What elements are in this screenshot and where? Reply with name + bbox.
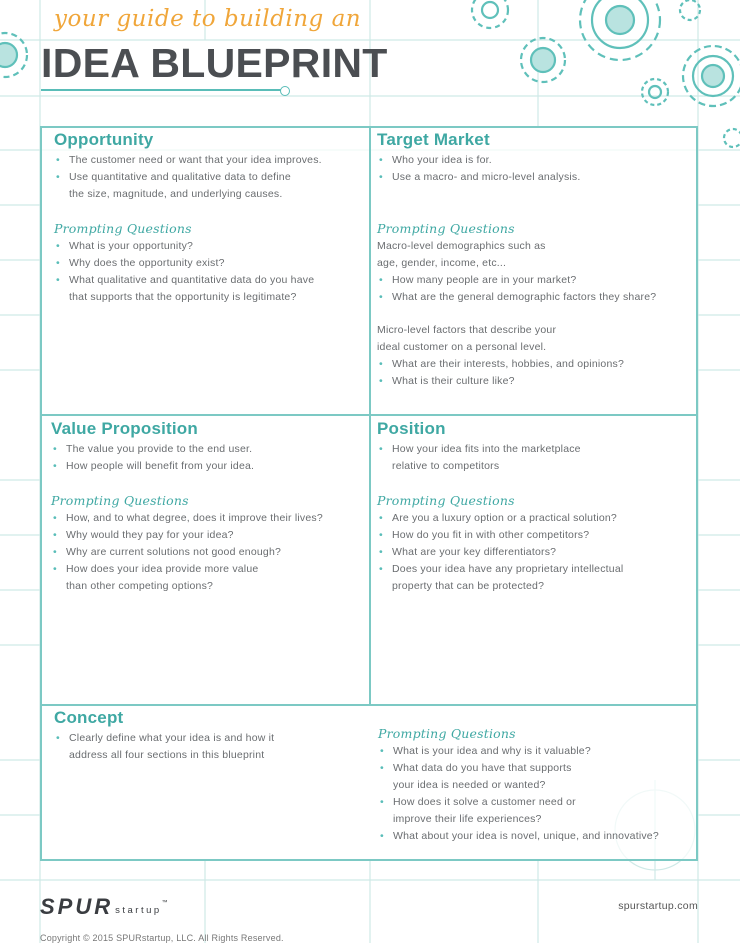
section-position	[377, 418, 695, 595]
list-item: • Use quantitative and qualitative data to define	[54, 169, 364, 186]
section-heading: Value Proposition	[51, 419, 198, 438]
page-title: IDEA BLUEPRINT	[41, 40, 388, 86]
website-link[interactable]: spurstartup.com	[618, 900, 698, 912]
list-item-continued: than other competing options?	[66, 580, 214, 592]
section-concept	[54, 707, 364, 764]
macro-intro-line: age, gender, income, etc...	[377, 257, 507, 269]
list-item: • What are the general demographic factors they share?	[377, 289, 695, 306]
list-item: • Why are current solutions not good enough?	[51, 544, 365, 561]
list-item: • How does your idea provide more value	[51, 561, 365, 578]
list-item: • What qualitative and quantitative data do you have	[54, 272, 364, 289]
list-item-continued: address all four sections in this blueprint	[69, 749, 265, 761]
tagline: your guide to building an	[54, 6, 362, 32]
list-item: • The customer need or want that your idea improves.	[54, 152, 364, 169]
list-item: • What is their culture like?	[377, 373, 695, 390]
list-item: • Use a macro- and micro-level analysis.	[377, 169, 695, 186]
title-underline-end	[280, 86, 290, 96]
list-item-continued: property that can be protected?	[392, 580, 545, 592]
list-item: • How do you fit in with other competitors?	[377, 527, 695, 544]
section-heading: Position	[377, 419, 446, 438]
prompting-questions-label: Prompting Questions	[377, 493, 515, 508]
prompting-questions-label: Prompting Questions	[54, 221, 192, 236]
list-item: • What data do you have that supports	[378, 760, 696, 777]
spur-startup-logo	[40, 896, 168, 918]
grid-divider-horizontal-1	[40, 414, 698, 416]
list-item: • Who your idea is for.	[377, 152, 695, 169]
list-item: • What is your idea and why is it valuable?	[378, 743, 696, 760]
list-item-continued: improve their life experiences?	[393, 813, 542, 825]
list-item: • How your idea fits into the marketplace	[377, 441, 695, 458]
section-heading: Opportunity	[54, 130, 154, 149]
section-concept-questions	[378, 707, 696, 845]
list-item: • How people will benefit from your idea.	[51, 458, 365, 475]
prompting-questions-label: Prompting Questions	[377, 221, 515, 236]
list-item: • Does your idea have any proprietary intellectual	[377, 561, 695, 578]
list-item: • What about your idea is novel, unique, and innovative?	[378, 828, 696, 845]
list-item-continued: that supports that the opportunity is legitimate?	[69, 291, 297, 303]
logo-sub: startup	[115, 905, 162, 916]
logo-trademark: ™	[161, 900, 168, 906]
list-item-continued: your idea is needed or wanted?	[393, 779, 546, 791]
section-heading: Target Market	[377, 130, 490, 149]
list-item: • What are their interests, hobbies, and opinions?	[377, 356, 695, 373]
list-item: • Are you a luxury option or a practical solution?	[377, 510, 695, 527]
macro-intro-line: Macro-level demographics such as	[377, 240, 546, 252]
grid-divider-horizontal-2	[40, 704, 698, 706]
list-item: • What is your opportunity?	[54, 238, 364, 255]
section-heading: Concept	[54, 708, 124, 727]
logo-main: SPUR	[40, 894, 114, 919]
section-value-proposition	[51, 418, 365, 595]
list-item: • Clearly define what your idea is and how it	[54, 730, 364, 747]
section-opportunity	[54, 129, 364, 306]
list-item: • What are your key differentiators?	[377, 544, 695, 561]
prompting-questions-label: Prompting Questions	[51, 493, 189, 508]
list-item: • How, and to what degree, does it improve their lives?	[51, 510, 365, 527]
list-item-continued: the size, magnitude, and underlying causes.	[69, 188, 283, 200]
title-underline	[41, 89, 286, 91]
micro-intro-line: ideal customer on a personal level.	[377, 341, 547, 353]
list-item: • How many people are in your market?	[377, 272, 695, 289]
prompting-questions-label: Prompting Questions	[378, 726, 516, 741]
micro-intro-line: Micro-level factors that describe your	[377, 324, 557, 336]
list-item: • How does it solve a customer need or	[378, 794, 696, 811]
copyright-notice: Copyright © 2015 SPURstartup, LLC. All Rights Reserved.	[40, 933, 284, 943]
list-item: • Why does the opportunity exist?	[54, 255, 364, 272]
list-item: • Why would they pay for your idea?	[51, 527, 365, 544]
grid-divider-vertical	[369, 126, 371, 706]
section-target-market	[377, 129, 695, 390]
list-item-continued: relative to competitors	[392, 460, 500, 472]
list-item: • The value you provide to the end user.	[51, 441, 365, 458]
